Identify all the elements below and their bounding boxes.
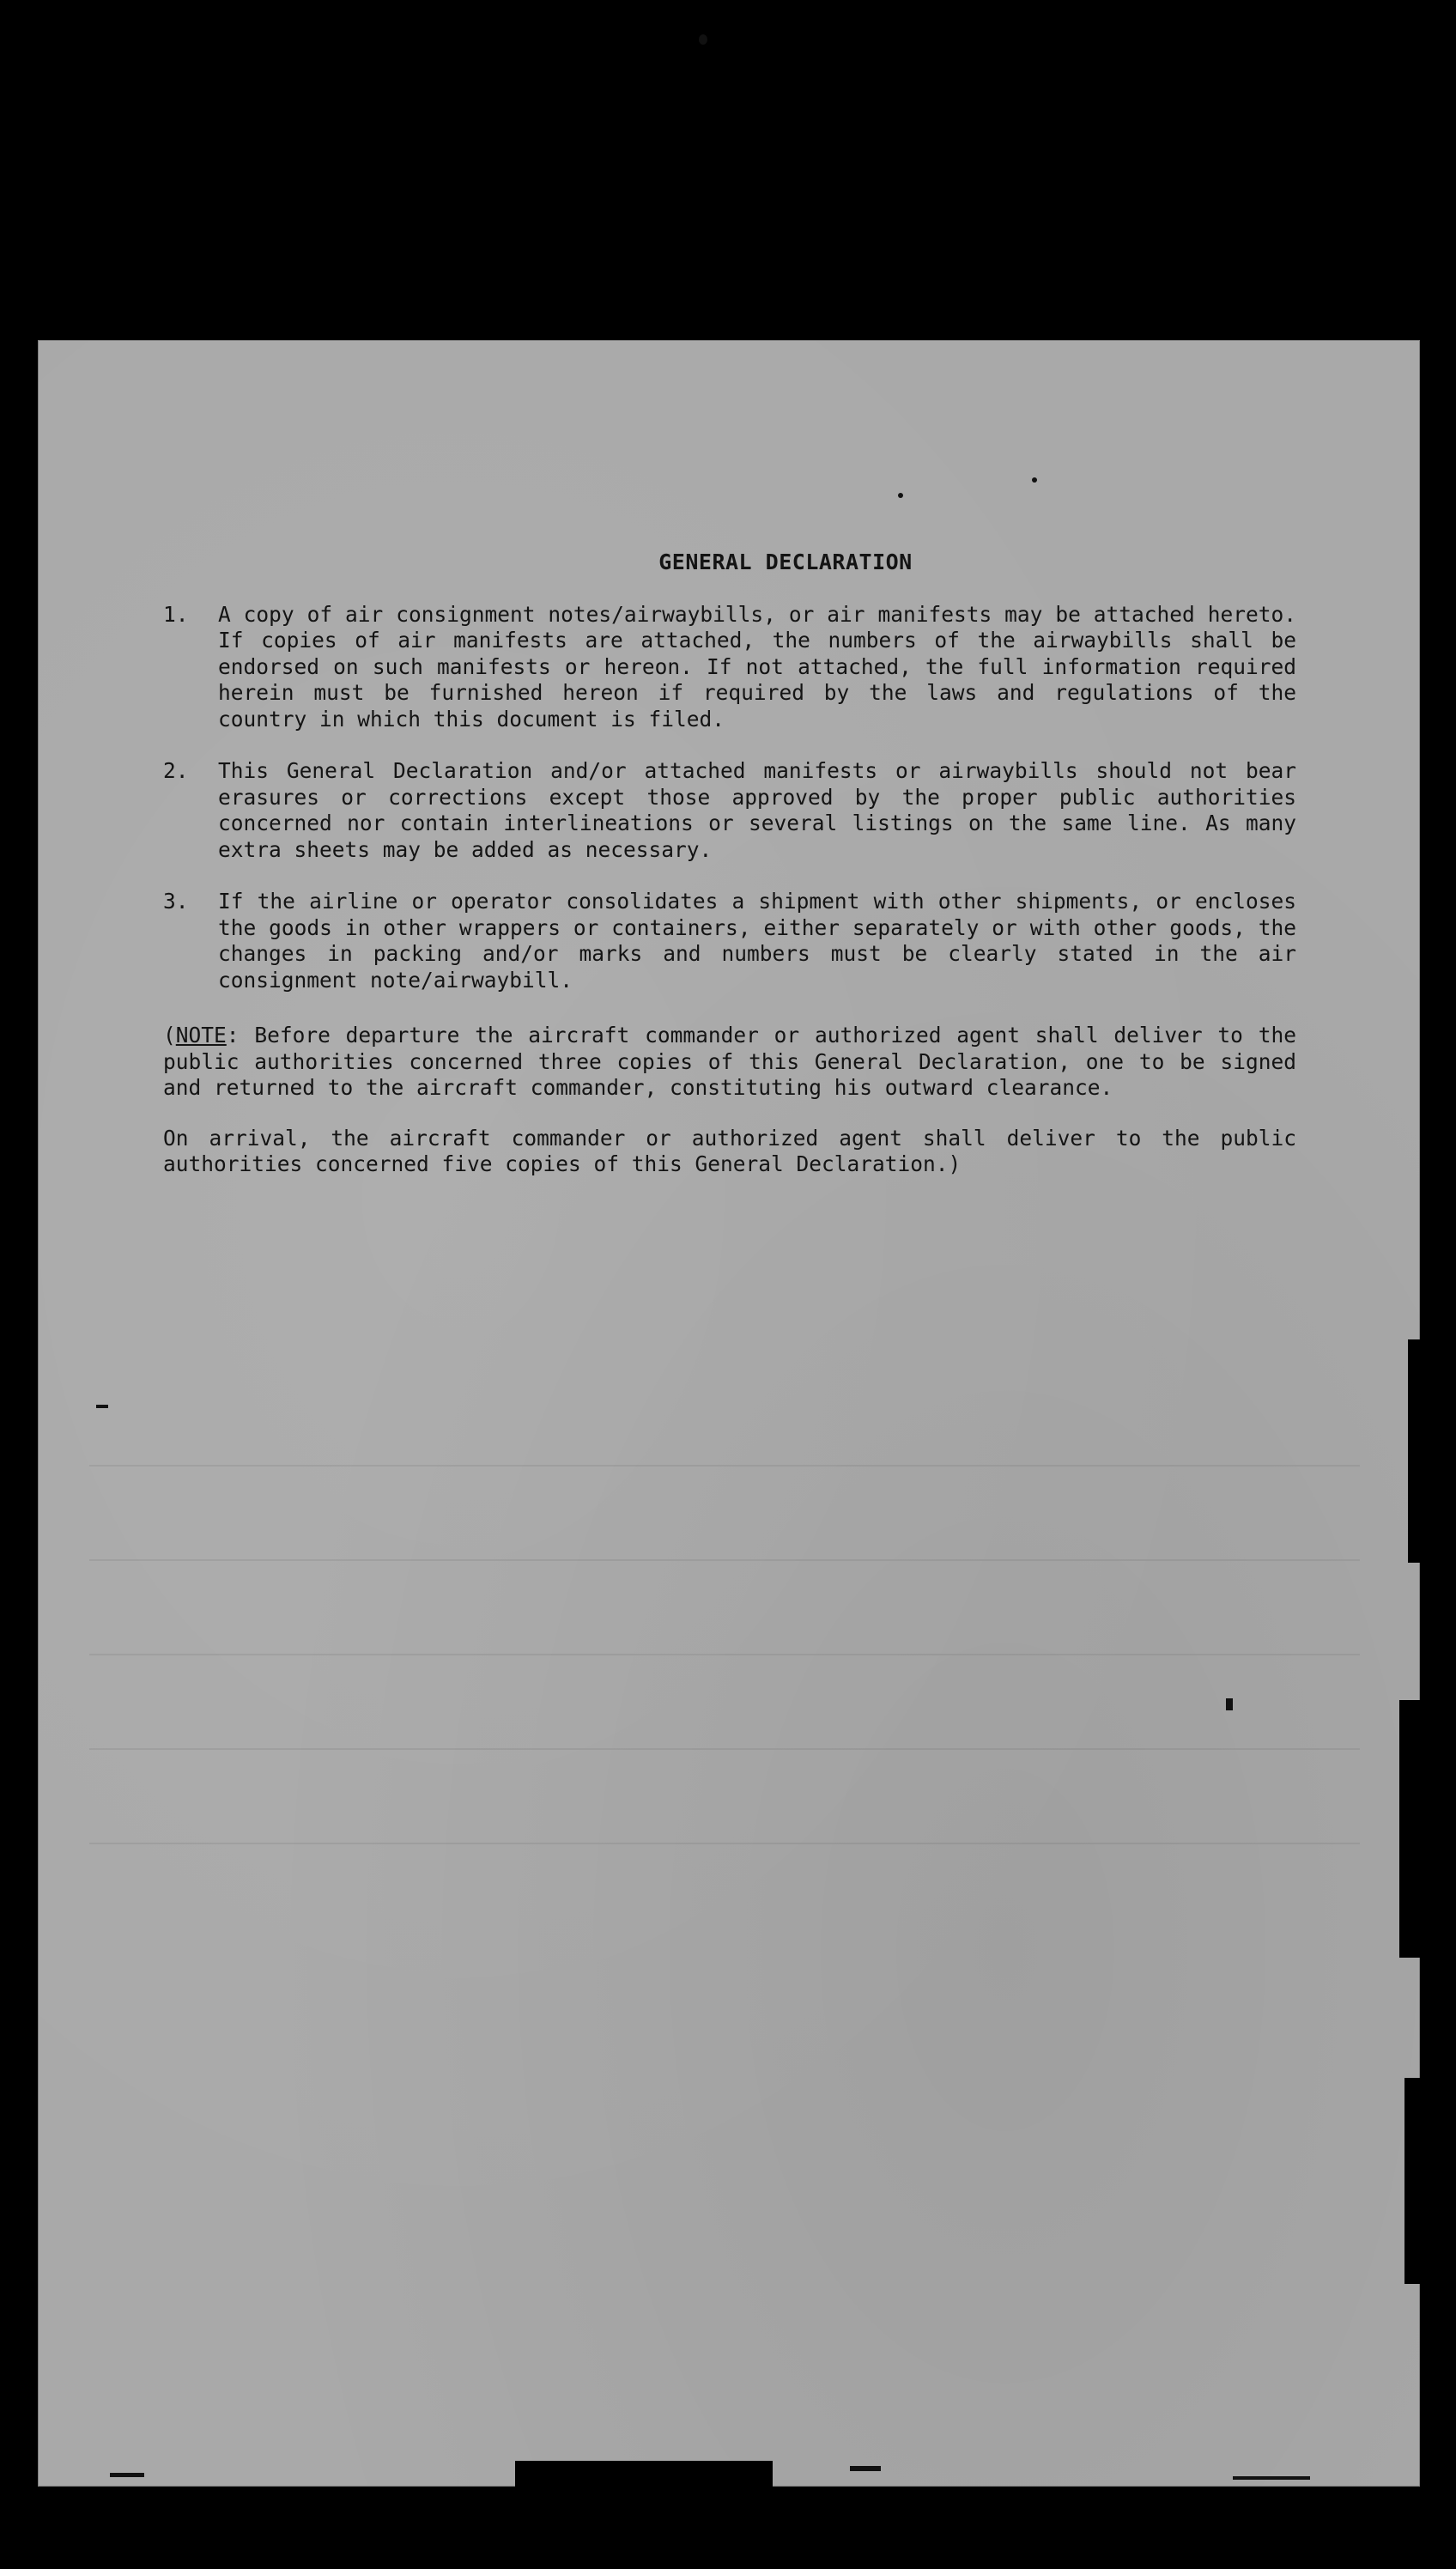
note-open-paren: ( (163, 1023, 176, 1048)
item-text: A copy of air consignment notes/airwaybills, or air manifests may be attached hereto. If copies of air manifests are attached, the numbers of the airwaybills shall be endorsed on such manifests or hereon. If not attached, the full information required herein must be furnished hereon if required by the laws and regulations of the country in which this document is filed. (218, 601, 1296, 732)
item-number: 1. (163, 601, 189, 627)
bleed-through-rule (89, 1748, 1360, 1750)
declaration-content (163, 550, 1296, 1178)
bleed-through-rule (89, 1559, 1360, 1561)
item-number: 3. (163, 889, 189, 914)
scan-speck (1226, 1698, 1233, 1710)
scan-speck (110, 2473, 144, 2477)
item-text: If the airline or operator consolidates a shipment with other shipments, or encloses the goods in other wrappers or containers, either separately or with other goods, the changes in packing and/or marks and numbers must be clearly stated in the air consignment note/airwaybill. (218, 889, 1296, 993)
scan-speck (699, 34, 707, 45)
torn-edge (1404, 2078, 1420, 2284)
scan-speck (96, 1405, 108, 1408)
note-text: : Before departure the aircraft commander or authorized agent shall deliver to the public authorities concerned three copies of this General Declaration, one to be signed and returned to the aircraft commander, constituting his outward clearance. (163, 1023, 1296, 1100)
note-label: NOTE (175, 1023, 227, 1048)
declaration-item-1 (163, 602, 1296, 733)
note-paragraph (163, 1023, 1296, 1102)
scan-speck (850, 2466, 881, 2471)
torn-edge (515, 2461, 773, 2487)
item-text: This General Declaration and/or attached manifests or airwaybills should not bear erasures or corrections except those approved by the proper public authorities concerned nor contain interlineations or several listings on the same line. As many extra sheets may be added as necessary. (218, 758, 1296, 862)
bleed-through-rule (89, 1843, 1360, 1844)
scan-speck (1032, 477, 1037, 483)
document-title: GENERAL DECLARATION (658, 550, 913, 574)
arrival-paragraph: On arrival, the aircraft commander or authorized agent shall deliver to the public authorities concerned five copies of this General Declaration.) (163, 1125, 1296, 1176)
declaration-item-2 (163, 758, 1296, 863)
scan-speck (1233, 2476, 1310, 2480)
torn-edge (1399, 1700, 1420, 1958)
bleed-through-rule (89, 1465, 1360, 1467)
torn-edge (1408, 1339, 1420, 1563)
bleed-through-rule (89, 1654, 1360, 1655)
item-number: 2. (163, 758, 189, 783)
declaration-item-3 (163, 889, 1296, 993)
scan-speck (898, 493, 903, 498)
